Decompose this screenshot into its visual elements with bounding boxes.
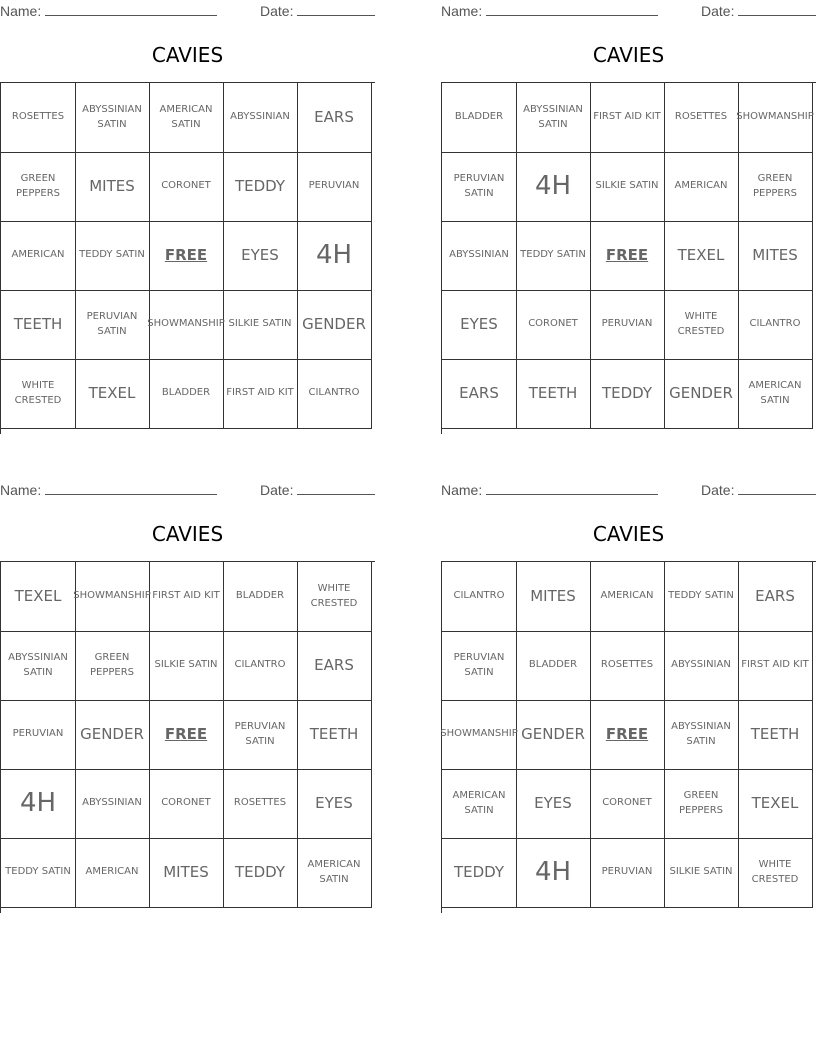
cell-label: FREE xyxy=(605,245,649,264)
cell-label: WHITE CRESTED xyxy=(677,311,725,337)
cell-label: BLADDER xyxy=(235,590,285,602)
cell-label: TEDDY xyxy=(234,862,286,881)
cell-label: FREE xyxy=(164,724,208,743)
cell-label: ROSETTES xyxy=(600,659,654,671)
cell-label: CILANTRO xyxy=(308,387,360,399)
cell-label: TEDDY SATIN xyxy=(520,249,586,261)
cell-label: ABYSSINIAN SATIN xyxy=(8,652,68,678)
bingo-cell[interactable] xyxy=(75,631,150,701)
card-title: CAVIES xyxy=(592,522,665,546)
cell-label: AMERICAN SATIN xyxy=(452,790,506,816)
cell-label: TEXEL xyxy=(751,793,799,812)
cell-label: CORONET xyxy=(161,180,211,192)
cell-label: WHITE CRESTED xyxy=(14,380,62,406)
date-field[interactable] xyxy=(701,481,816,498)
bingo-cell[interactable] xyxy=(442,631,517,701)
cell-label: AMERICAN xyxy=(85,866,139,878)
cell-label: MITES xyxy=(163,862,209,881)
bingo-grid xyxy=(441,561,816,913)
bingo-cell[interactable] xyxy=(664,700,739,770)
card-header xyxy=(441,0,816,20)
name-label: Name: xyxy=(441,482,483,498)
cell-label: EARS xyxy=(755,586,795,605)
cell-label: WHITE CRESTED xyxy=(310,583,358,609)
bingo-cell[interactable] xyxy=(664,290,739,360)
bingo-cell[interactable] xyxy=(149,562,224,632)
cell-label: SHOWMANSHIP xyxy=(736,111,814,123)
name-label: Name: xyxy=(0,3,42,19)
cell-label: GENDER xyxy=(669,383,733,402)
date-line xyxy=(297,481,375,495)
cell-label: TEXEL xyxy=(677,245,725,264)
cell-label: MITES xyxy=(89,176,135,195)
cell-label: CORONET xyxy=(528,318,578,330)
cell-label: GENDER xyxy=(521,724,585,743)
cell-label: EYES xyxy=(315,793,353,812)
bingo-cell[interactable] xyxy=(516,221,591,291)
free-space-cell[interactable] xyxy=(590,700,665,770)
bingo-cell[interactable] xyxy=(516,359,591,429)
bingo-cell[interactable] xyxy=(1,290,76,360)
bingo-cell[interactable] xyxy=(223,838,298,908)
date-label: Date: xyxy=(701,482,735,498)
cell-label: SILKIE SATIN xyxy=(669,866,733,878)
bingo-cell[interactable] xyxy=(590,631,665,701)
card-header xyxy=(0,0,375,20)
cell-label: PERUVIAN SATIN xyxy=(234,721,286,747)
bingo-cell[interactable] xyxy=(590,562,665,632)
cell-label: TEXEL xyxy=(88,383,136,402)
bingo-cell[interactable] xyxy=(516,290,591,360)
bingo-cell[interactable] xyxy=(590,83,665,153)
cell-label: AMERICAN SATIN xyxy=(159,104,213,130)
name-label: Name: xyxy=(0,482,42,498)
bingo-cell[interactable] xyxy=(442,290,517,360)
date-line xyxy=(738,481,816,495)
cell-label: FREE xyxy=(164,245,208,264)
cell-label: FIRST AID KIT xyxy=(152,590,220,602)
card-title: CAVIES xyxy=(151,522,224,546)
cell-label: GENDER xyxy=(302,314,366,333)
bingo-cell[interactable] xyxy=(149,769,224,839)
bingo-cell[interactable] xyxy=(297,290,372,360)
name-field[interactable] xyxy=(0,2,217,19)
bingo-cell[interactable] xyxy=(149,838,224,908)
bingo-cell[interactable] xyxy=(75,83,150,153)
cell-label: FIRST AID KIT xyxy=(226,387,294,399)
cell-label: SHOWMANSHIP xyxy=(73,590,151,602)
bingo-cell[interactable] xyxy=(516,631,591,701)
cell-label: PERUVIAN SATIN xyxy=(453,173,505,199)
bingo-cell[interactable] xyxy=(590,838,665,908)
bingo-cell[interactable] xyxy=(442,562,517,632)
free-space-cell[interactable] xyxy=(149,221,224,291)
cell-label: EARS xyxy=(314,655,354,674)
bingo-cell[interactable] xyxy=(223,152,298,222)
bingo-cell[interactable] xyxy=(738,221,813,291)
cell-label: ABYSSINIAN SATIN xyxy=(671,721,731,747)
cell-label: FIRST AID KIT xyxy=(741,659,809,671)
name-field[interactable] xyxy=(441,481,658,498)
bingo-grid xyxy=(0,82,375,434)
name-line xyxy=(486,481,658,495)
bingo-cell[interactable] xyxy=(442,838,517,908)
date-line xyxy=(297,2,375,16)
bingo-cell[interactable] xyxy=(75,290,150,360)
cell-label: SILKIE SATIN xyxy=(154,659,218,671)
cell-label: 4H xyxy=(534,170,572,201)
card-header xyxy=(441,479,816,499)
bingo-cell[interactable] xyxy=(223,83,298,153)
cell-label: PERUVIAN xyxy=(308,180,360,192)
bingo-cell[interactable] xyxy=(75,152,150,222)
name-field[interactable] xyxy=(441,2,658,19)
bingo-cell[interactable] xyxy=(297,221,372,291)
bingo-cell[interactable] xyxy=(516,838,591,908)
cell-label: GREEN PEPPERS xyxy=(752,173,798,199)
name-label: Name: xyxy=(441,3,483,19)
bingo-cell[interactable] xyxy=(664,769,739,839)
bingo-cell[interactable] xyxy=(590,769,665,839)
bingo-cell[interactable] xyxy=(223,221,298,291)
bingo-cell[interactable] xyxy=(75,838,150,908)
cell-label: AMERICAN SATIN xyxy=(307,859,361,885)
bingo-cell[interactable] xyxy=(664,152,739,222)
bingo-cell[interactable] xyxy=(223,359,298,429)
cell-label: GREEN PEPPERS xyxy=(89,652,135,678)
bingo-cell[interactable] xyxy=(1,769,76,839)
bingo-cell[interactable] xyxy=(664,359,739,429)
cell-label: AMERICAN xyxy=(600,590,654,602)
bingo-cell[interactable] xyxy=(1,838,76,908)
name-field[interactable] xyxy=(0,481,217,498)
cell-label: CILANTRO xyxy=(234,659,286,671)
card-header xyxy=(0,479,375,499)
bingo-cell[interactable] xyxy=(738,562,813,632)
cell-label: GREEN PEPPERS xyxy=(678,790,724,816)
bingo-cell[interactable] xyxy=(1,152,76,222)
date-field[interactable] xyxy=(260,481,375,498)
bingo-cell[interactable] xyxy=(75,221,150,291)
cell-label: TEDDY xyxy=(234,176,286,195)
bingo-cell[interactable] xyxy=(223,562,298,632)
bingo-cell[interactable] xyxy=(442,152,517,222)
cell-label: TEDDY xyxy=(453,862,505,881)
cell-label: CILANTRO xyxy=(749,318,801,330)
bingo-cell[interactable] xyxy=(590,152,665,222)
bingo-cell[interactable] xyxy=(149,631,224,701)
cell-label: TEDDY SATIN xyxy=(79,249,145,261)
cell-label: CILANTRO xyxy=(453,590,505,602)
name-line xyxy=(486,2,658,16)
cell-label: ABYSSINIAN xyxy=(82,797,142,809)
cell-label: GREEN PEPPERS xyxy=(15,173,61,199)
cell-label: EYES xyxy=(241,245,279,264)
bingo-grid xyxy=(441,82,816,434)
cell-label: TEETH xyxy=(13,314,63,333)
cell-label: EYES xyxy=(460,314,498,333)
cell-label: PERUVIAN xyxy=(601,866,653,878)
bingo-cell[interactable] xyxy=(297,838,372,908)
cell-label: ROSETTES xyxy=(674,111,728,123)
bingo-cell[interactable] xyxy=(442,83,517,153)
bingo-cell[interactable] xyxy=(1,700,76,770)
cell-label: GENDER xyxy=(80,724,144,743)
bingo-cell[interactable] xyxy=(223,290,298,360)
card-title: CAVIES xyxy=(592,43,665,67)
date-label: Date: xyxy=(260,3,294,19)
cell-label: BLADDER xyxy=(161,387,211,399)
cell-label: ABYSSINIAN xyxy=(671,659,731,671)
cell-label: TEXEL xyxy=(14,586,62,605)
bingo-cell[interactable] xyxy=(590,290,665,360)
bingo-cell[interactable] xyxy=(738,152,813,222)
card-title: CAVIES xyxy=(151,43,224,67)
bingo-cell[interactable] xyxy=(297,562,372,632)
cell-label: SHOWMANSHIP xyxy=(440,728,518,740)
cell-label: FIRST AID KIT xyxy=(593,111,661,123)
bingo-cell[interactable] xyxy=(590,359,665,429)
bingo-cell[interactable] xyxy=(297,769,372,839)
bingo-cell[interactable] xyxy=(1,631,76,701)
bingo-cell[interactable] xyxy=(664,221,739,291)
bingo-cell[interactable] xyxy=(75,700,150,770)
bingo-cell[interactable] xyxy=(516,152,591,222)
bingo-cell[interactable] xyxy=(75,562,150,632)
bingo-cell[interactable] xyxy=(516,83,591,153)
bingo-cell[interactable] xyxy=(297,700,372,770)
date-label: Date: xyxy=(260,482,294,498)
date-label: Date: xyxy=(701,3,735,19)
bingo-cell[interactable] xyxy=(738,838,813,908)
bingo-cell[interactable] xyxy=(75,359,150,429)
cell-label: PERUVIAN xyxy=(12,728,64,740)
cell-label: CORONET xyxy=(602,797,652,809)
date-field[interactable] xyxy=(260,2,375,19)
name-line xyxy=(45,2,217,16)
bingo-cell[interactable] xyxy=(442,359,517,429)
bingo-cell[interactable] xyxy=(738,359,813,429)
bingo-cell[interactable] xyxy=(149,83,224,153)
cell-label: PERUVIAN xyxy=(601,318,653,330)
bingo-cell[interactable] xyxy=(75,769,150,839)
bingo-cell[interactable] xyxy=(297,631,372,701)
cell-label: EYES xyxy=(534,793,572,812)
bingo-cell[interactable] xyxy=(1,83,76,153)
cell-label: ROSETTES xyxy=(11,111,65,123)
cell-label: ABYSSINIAN SATIN xyxy=(523,104,583,130)
bingo-cell[interactable] xyxy=(442,769,517,839)
bingo-cell[interactable] xyxy=(1,221,76,291)
cell-label: 4H xyxy=(19,787,57,818)
cell-label: SHOWMANSHIP xyxy=(147,318,225,330)
cell-label: EARS xyxy=(314,107,354,126)
free-space-cell[interactable] xyxy=(149,700,224,770)
bingo-cell[interactable] xyxy=(149,152,224,222)
free-space-cell[interactable] xyxy=(590,221,665,291)
bingo-cell[interactable] xyxy=(664,838,739,908)
name-line xyxy=(45,481,217,495)
bingo-cell[interactable] xyxy=(223,631,298,701)
bingo-cell[interactable] xyxy=(738,631,813,701)
bingo-cell[interactable] xyxy=(664,631,739,701)
cell-label: WHITE CRESTED xyxy=(751,859,799,885)
bingo-grid xyxy=(0,561,375,913)
cell-label: 4H xyxy=(315,239,353,270)
cell-label: EARS xyxy=(459,383,499,402)
cell-label: PERUVIAN SATIN xyxy=(86,311,138,337)
cell-label: AMERICAN xyxy=(11,249,65,261)
cell-label: SILKIE SATIN xyxy=(228,318,292,330)
bingo-cell[interactable] xyxy=(1,359,76,429)
cell-label: PERUVIAN SATIN xyxy=(453,652,505,678)
cell-label: CORONET xyxy=(161,797,211,809)
cell-label: BLADDER xyxy=(454,111,504,123)
bingo-cell[interactable] xyxy=(442,221,517,291)
bingo-cell[interactable] xyxy=(223,700,298,770)
cell-label: ROSETTES xyxy=(233,797,287,809)
cell-label: AMERICAN xyxy=(674,180,728,192)
cell-label: TEETH xyxy=(309,724,359,743)
bingo-cell[interactable] xyxy=(223,769,298,839)
bingo-cell[interactable] xyxy=(297,359,372,429)
cell-label: MITES xyxy=(752,245,798,264)
cell-label: BLADDER xyxy=(528,659,578,671)
bingo-cell[interactable] xyxy=(516,562,591,632)
bingo-cell[interactable] xyxy=(442,700,517,770)
bingo-cell[interactable] xyxy=(149,359,224,429)
cell-label: TEETH xyxy=(528,383,578,402)
bingo-cell[interactable] xyxy=(149,290,224,360)
cell-label: AMERICAN SATIN xyxy=(748,380,802,406)
cell-label: TEETH xyxy=(750,724,800,743)
bingo-cell[interactable] xyxy=(738,769,813,839)
cell-label: ABYSSINIAN xyxy=(230,111,290,123)
bingo-cell[interactable] xyxy=(1,562,76,632)
bingo-cell[interactable] xyxy=(297,152,372,222)
bingo-cell[interactable] xyxy=(738,83,813,153)
cell-label: ABYSSINIAN SATIN xyxy=(82,104,142,130)
bingo-cell[interactable] xyxy=(297,83,372,153)
date-field[interactable] xyxy=(701,2,816,19)
bingo-cell[interactable] xyxy=(738,290,813,360)
cell-label: 4H xyxy=(534,856,572,887)
bingo-cell[interactable] xyxy=(516,769,591,839)
cell-label: TEDDY xyxy=(601,383,653,402)
cell-label: TEDDY SATIN xyxy=(668,590,734,602)
cell-label: MITES xyxy=(530,586,576,605)
cell-label: SILKIE SATIN xyxy=(595,180,659,192)
cell-label: TEDDY SATIN xyxy=(5,866,71,878)
cell-label: ABYSSINIAN xyxy=(449,249,509,261)
bingo-cell[interactable] xyxy=(516,700,591,770)
bingo-cell[interactable] xyxy=(664,562,739,632)
date-line xyxy=(738,2,816,16)
bingo-cell[interactable] xyxy=(664,83,739,153)
cell-label: FREE xyxy=(605,724,649,743)
bingo-cell[interactable] xyxy=(738,700,813,770)
